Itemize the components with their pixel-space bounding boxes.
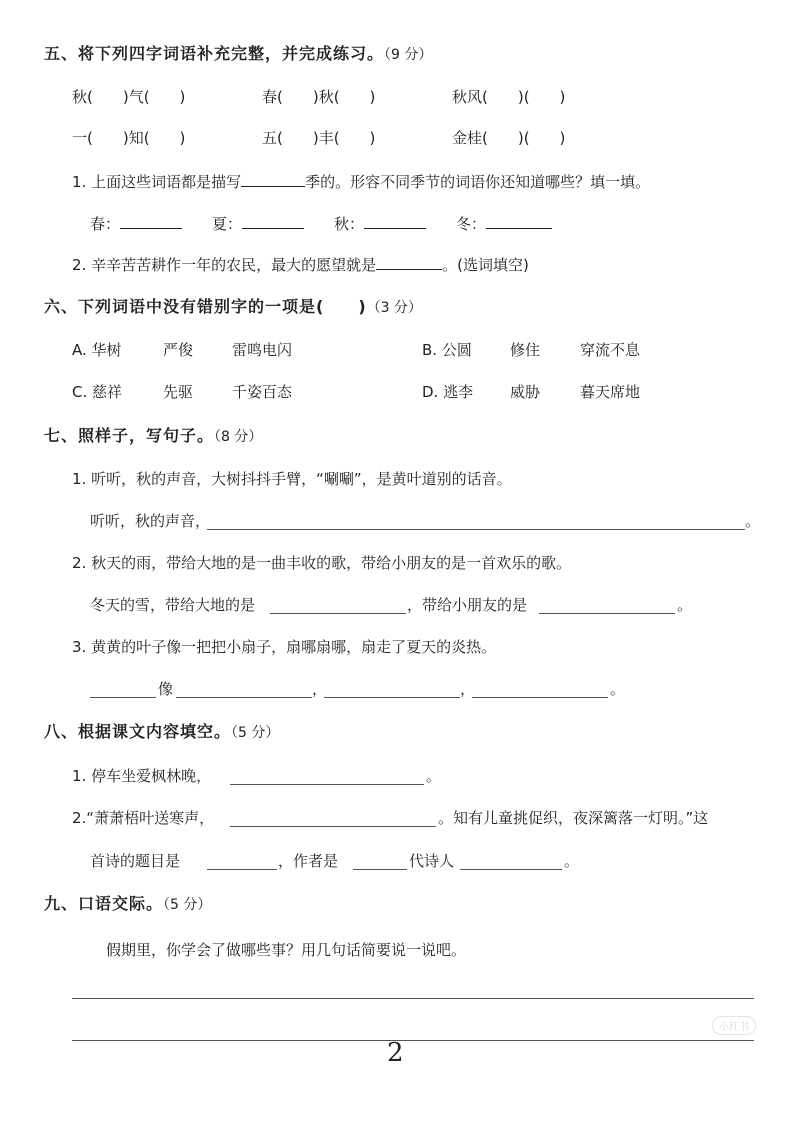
- section-5-title: 五、将下列四字词语补充完整，并完成练习。: [44, 44, 385, 63]
- poem-title-blank[interactable]: [207, 869, 277, 870]
- fill-3-end: 。: [610, 680, 626, 698]
- fill-2-middle: ，带给小朋友的是: [407, 596, 528, 614]
- option-b-word-3: 穿流不息: [580, 341, 641, 359]
- section-8-title: 八、根据课文内容填空。: [44, 722, 232, 741]
- option-c-word-3: 千姿百态: [232, 383, 293, 401]
- poem-1-blank[interactable]: [230, 784, 424, 785]
- section-6-heading: [44, 297, 422, 318]
- fill-3-blank-b[interactable]: [176, 697, 312, 698]
- season-blank[interactable]: [241, 171, 305, 187]
- section-9-score: （5 分）: [163, 897, 212, 913]
- fill-3-comma-1: ，: [312, 680, 328, 698]
- section-9-title: 九、口语交际。: [44, 894, 164, 913]
- summer-label: 夏：: [212, 215, 243, 233]
- fill-3-like: 像: [158, 680, 174, 698]
- watermark: 小红书: [712, 1016, 756, 1035]
- page-number: 2: [387, 1038, 404, 1068]
- poem-1-end: 。: [426, 767, 442, 785]
- option-a-word-3: 雷鸣电闪: [232, 341, 293, 359]
- question-5-1: 1. 上面这些词语都是描写 季的。形容不同季节的词语你还知道哪些？填一填。: [72, 173, 651, 191]
- section-7-heading: [44, 426, 262, 447]
- poem-title-prefix: 首诗的题目是: [90, 852, 181, 870]
- question-5-2: 2. 辛辛苦苦耕作一年的农民，最大的愿望就是 。(选词填空): [72, 256, 529, 274]
- fill-1-end: 。: [745, 512, 761, 530]
- winter-blank[interactable]: [486, 213, 552, 229]
- fill-2-blank-b[interactable]: [539, 613, 675, 614]
- idiom-2: 春( )秋( ): [262, 88, 376, 106]
- answer-line-1[interactable]: [72, 998, 754, 999]
- idiom-4: 一( )知( ): [72, 129, 186, 147]
- option-c-word-1: C. 慈祥: [72, 383, 123, 401]
- autumn-blank[interactable]: [364, 213, 426, 229]
- section-8-score: （5 分）: [231, 725, 280, 741]
- poem-author-prefix: ，作者是: [278, 852, 339, 870]
- season-fill-row: [90, 213, 552, 234]
- poem-poet-blank[interactable]: [460, 869, 562, 870]
- option-c-word-2: 先驱: [163, 383, 194, 401]
- poem-2-line-b: 。知有儿童挑促织，夜深篱落一灯明。”这: [438, 809, 709, 827]
- idiom-6: 金桂( )( ): [452, 129, 566, 147]
- fill-3-comma-2: ，: [460, 680, 476, 698]
- poem-dynasty-blank[interactable]: [353, 869, 407, 870]
- fill-2-blank-a[interactable]: [270, 613, 406, 614]
- option-a-word-1: A. 华树: [72, 341, 122, 359]
- section-5-heading: [44, 44, 432, 65]
- fill-1-prefix: 听听，秋的声音，: [90, 512, 211, 530]
- section-9-heading: [44, 894, 211, 915]
- speaking-prompt: 假期里，你学会了做哪些事？用几句话简要说一说吧。: [106, 941, 467, 959]
- fill-2-end: 。: [677, 596, 693, 614]
- fill-3-blank-d[interactable]: [472, 697, 608, 698]
- spring-label: 春：: [90, 215, 121, 233]
- fill-1-blank[interactable]: [207, 529, 745, 530]
- poem-end: 。: [564, 852, 580, 870]
- answer-line-2[interactable]: [72, 1040, 754, 1041]
- section-5-score: （9 分）: [384, 47, 433, 63]
- winter-label: 冬：: [456, 215, 487, 233]
- fill-3-blank-a[interactable]: [90, 697, 156, 698]
- section-7-title: 七、照样子，写句子。: [44, 426, 215, 445]
- option-b-word-1: B. 公圆: [422, 341, 472, 359]
- poem-2-line-a: 2.“萧萧梧叶送寒声，: [72, 809, 215, 827]
- section-8-heading: [44, 722, 279, 743]
- wish-blank[interactable]: [376, 254, 442, 270]
- option-a-word-2: 严俊: [163, 341, 194, 359]
- idiom-1: 秋( )气( ): [72, 88, 186, 106]
- option-d-word-2: 威胁: [510, 383, 541, 401]
- poem-1-line: 1. 停车坐爱枫林晚，: [72, 767, 212, 785]
- example-sentence-1: 1. 听听，秋的声音，大树抖抖手臂，“唰唰”，是黄叶道别的话音。: [72, 470, 512, 488]
- section-6-title: 六、下列词语中没有错别字的一项是( ): [44, 297, 367, 316]
- idiom-3: 秋风( )( ): [452, 88, 566, 106]
- example-sentence-3: 3. 黄黄的叶子像一把把小扇子，扇哪扇哪，扇走了夏天的炎热。: [72, 638, 497, 656]
- option-b-word-2: 修住: [510, 341, 541, 359]
- option-d-word-3: 暮天席地: [580, 383, 641, 401]
- poem-2-blank[interactable]: [230, 826, 436, 827]
- section-7-score: （8 分）: [214, 429, 263, 445]
- section-6-score: （3 分）: [366, 300, 422, 316]
- option-d-word-1: D. 逃李: [422, 383, 474, 401]
- spring-blank[interactable]: [120, 213, 182, 229]
- autumn-label: 秋：: [334, 215, 365, 233]
- example-sentence-2: 2. 秋天的雨，带给大地的是一曲丰收的歌，带给小朋友的是一首欢乐的歌。: [72, 554, 572, 572]
- idiom-5: 五( )丰( ): [262, 129, 376, 147]
- poem-poet-prefix: 代诗人: [409, 852, 455, 870]
- summer-blank[interactable]: [242, 213, 304, 229]
- fill-2-prefix: 冬天的雪，带给大地的是: [90, 596, 256, 614]
- fill-3-blank-c[interactable]: [324, 697, 460, 698]
